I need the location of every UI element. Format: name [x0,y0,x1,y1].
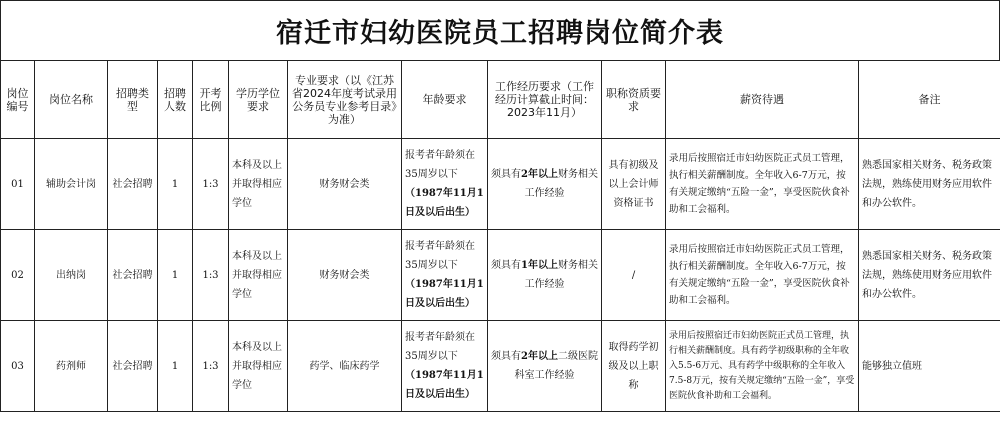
exp-years: 2年以上 [521,169,558,180]
exp-years: 2年以上 [521,351,558,362]
cell-major: 药学、临床药学 [288,321,402,412]
cell-education: 本科及以上并取得相应学位 [229,230,288,321]
exp-pre: 须具有 [491,260,522,271]
cell-experience [488,139,602,230]
header-recruit-type: 招聘类型 [108,61,158,139]
table-row [1,321,1000,412]
header-position-code: 岗位编号 [1,61,35,139]
cell-type: 社会招聘 [108,230,158,321]
cell-ratio: 1:3 [193,230,229,321]
age-birth-cutoff: （1987年11月1日及以后出生） [405,279,484,309]
header-age: 年龄要求 [402,61,488,139]
cell-count: 1 [158,230,193,321]
cell-major: 财务财会类 [288,139,402,230]
cell-name: 药剂师 [35,321,108,412]
age-birth-cutoff: （1987年11月1日及以后出生） [405,188,484,218]
cell-age [402,321,488,412]
cell-experience [488,230,602,321]
cell-salary: 录用后按照宿迁市妇幼医院正式员工管理，执行相关薪酬制度。具有药学初级职称的全年收入5.5-6万元、具有药学中级职称的全年收入7.5-8万元，按有关规定缴纳“五险一金”，享受医院伙食补助和工会福利。 [666,321,859,412]
table-row [1,139,1000,230]
cell-notes: 熟悉国家相关财务、税务政策法规，熟练使用财务应用软件和办公软件。 [859,139,1000,230]
header-title-req: 职称资质要求 [602,61,666,139]
page-title: 宿迁市妇幼医院员工招聘岗位简介表 [0,0,1000,60]
cell-code: 03 [1,321,35,412]
cell-code: 01 [1,139,35,230]
cell-title-req: 取得药学初级及以上职称 [602,321,666,412]
header-education: 学历学位要求 [229,61,288,139]
cell-count: 1 [158,321,193,412]
age-birth-cutoff: （1987年11月1日及以后出生） [405,370,484,400]
cell-ratio: 1:3 [193,139,229,230]
header-row [1,61,1000,139]
cell-age [402,139,488,230]
cell-type: 社会招聘 [108,321,158,412]
cell-salary: 录用后按照宿迁市妇幼医院正式员工管理，执行相关薪酬制度。全年收入6-7万元，按有关规定缴纳“五险一金”，享受医院伙食补助和工会福利。 [666,139,859,230]
exp-post: 财务相关工作经验 [524,260,598,290]
exp-years: 1年以上 [521,260,558,271]
header-experience: 工作经历要求（工作经历计算截止时间：2023年11月） [488,61,602,139]
cell-major: 财务财会类 [288,230,402,321]
age-text: 报考者年龄须在35周岁以下 [405,150,475,180]
cell-name: 辅助会计岗 [35,139,108,230]
header-position-name: 岗位名称 [35,61,108,139]
cell-notes: 熟悉国家相关财务、税务政策法规，熟练使用财务应用软件和办公软件。 [859,230,1000,321]
cell-age [402,230,488,321]
recruitment-table [0,60,1000,412]
age-text: 报考者年龄须在35周岁以下 [405,241,475,271]
cell-type: 社会招聘 [108,139,158,230]
cell-ratio: 1:3 [193,321,229,412]
cell-count: 1 [158,139,193,230]
cell-name: 出纳岗 [35,230,108,321]
cell-education: 本科及以上并取得相应学位 [229,139,288,230]
cell-experience [488,321,602,412]
header-salary: 薪资待遇 [666,61,859,139]
table-row [1,230,1000,321]
cell-code: 02 [1,230,35,321]
cell-notes: 能够独立值班 [859,321,1000,412]
exp-post: 财务相关工作经验 [524,169,598,199]
cell-title-req: 具有初级及以上会计师资格证书 [602,139,666,230]
cell-education: 本科及以上并取得相应学位 [229,321,288,412]
exp-pre: 须具有 [491,169,522,180]
header-ratio: 开考比例 [193,61,229,139]
header-notes: 备注 [859,61,1000,139]
exp-post: 二级医院科室工作经验 [514,351,598,381]
age-text: 报考者年龄须在35周岁以下 [405,332,475,362]
header-headcount: 招聘人数 [158,61,193,139]
cell-title-req: / [602,230,666,321]
exp-pre: 须具有 [491,351,522,362]
header-major: 专业要求（以《江苏省2024年度考试录用公务员专业参考目录》为准） [288,61,402,139]
cell-salary: 录用后按照宿迁市妇幼医院正式员工管理，执行相关薪酬制度。全年收入6-7万元，按有关规定缴纳“五险一金”，享受医院伙食补助和工会福利。 [666,230,859,321]
